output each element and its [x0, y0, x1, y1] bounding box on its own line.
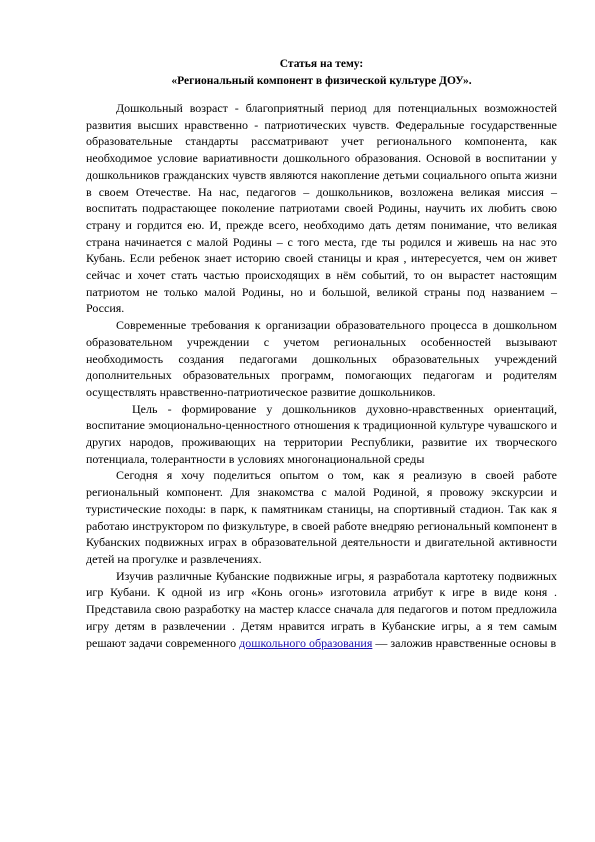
paragraph-3: Цель - формирование у дошкольников духовно-нравственных ориентаций, воспитание эмоционально-ценностного отношения к традиционной культуре чувашского и других народов, проживающих на территории Республики, развитие их творческого потенциала, толерантности в условиях многонациональной среды — [86, 401, 557, 466]
paragraph-5-tail-start: современного — [165, 635, 240, 650]
paragraph-5-text: Изучив различные Кубанские подвижные игры, я разработала картотеку подвижных игр Кубани. К одной из игр «Конь огонь» изготовила атрибут к игре в виде коня . Представила свою разработку на мастер классе сначала для педагогов и потом предложила игру детям в развлечении . Детям нравится играть в Кубанские игры, а я тем самым решают задачи — [86, 568, 557, 650]
paragraph-2: Современные требования к организации образовательного процесса в дошкольном образовательном учреждении с учетом региональных особенностей вызывают необходимость создания педагогами дошкольных образовательных учреждений дополнительных образовательных программ, помогающих педагогам и родителям осуществлять нравственно-патриотическое развитие дошкольников. — [86, 318, 557, 399]
title-line-1: Статья на тему: — [279, 58, 364, 70]
preschool-education-link[interactable]: дошкольного образования — [239, 635, 373, 650]
title-line-2: «Региональный компонент в физической культуре ДОУ». — [171, 75, 472, 87]
paragraph-5-tail-end: — заложив нравственные основы в — [372, 635, 557, 650]
paragraph-4: Сегодня я хочу поделиться опытом о том, как я реализую в своей работе региональный компонент. Для знакомства с малой Родиной, я провожу экскурсии и туристические походы: в парк, к памятникам станицы, на спортивный стадион. Так как я работаю инструктором по физкультуре, в своей работе внедряю региональный компонент в Кубанских подвижных играх в образовательной деятельности и двигательной активности детей на прогулке и развлечениях. — [86, 468, 557, 566]
paragraph-1: Дошкольный возраст - благоприятный период для потенциальных возможностей развития высших нравственно - патриотических чувств. Федеральные государственные образовательные стандарты рассматривают учет регионального компонента, как необходимое условие вариативности дошкольного образования. Основой в воспитании у дошкольников гражданских чувств являются накопление детьми социального опыта жизни в своем Отечестве. На нас, педагогов – дошкольников, возложена великая миссия – воспитать подрастающее поколение патриотами своей Родины, научить их любить свою страну и гордится ею. И, прежде всего, необходимо дать детям понимание, что великая страна начинается с малой Родины – с того места, где ты родился и живешь на нас это Кубань. Если ребенок знает историю своей станицы и края , интересуется, чем он живет сейчас и хочет стать частью происходящих в нём событий, то он вырастет настоящим патриотом не только малой Родины, но и большой, великой страны под названием – Россия. — [86, 101, 557, 316]
paragraph-5 — [86, 568, 557, 652]
